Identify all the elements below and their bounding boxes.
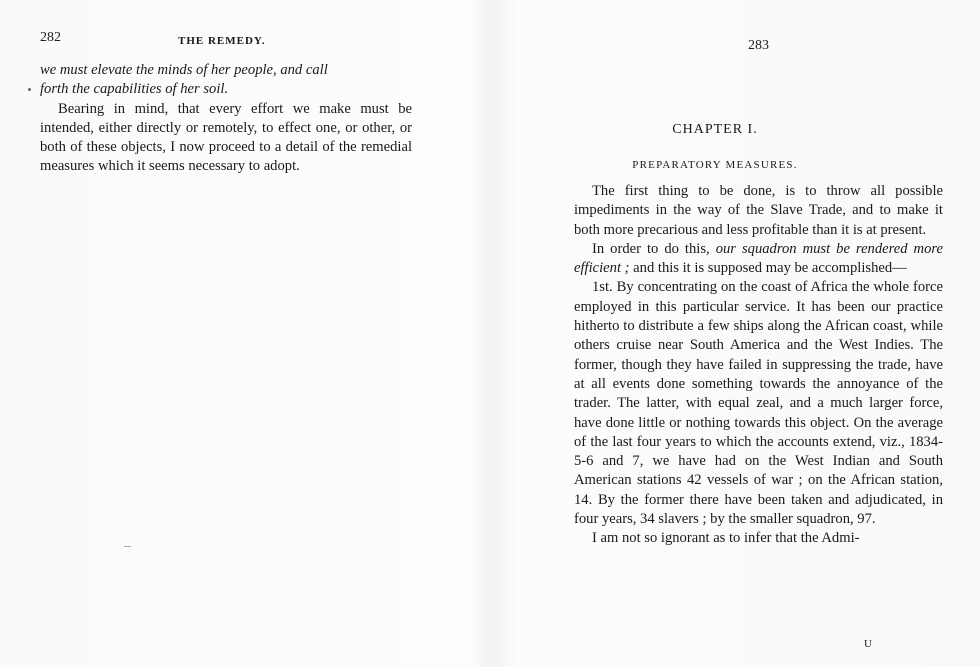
right-page [490,0,980,667]
paragraph-2-start: In order to do this, [592,240,710,257]
paragraph-3: 1st. By concentrating on the coast of Africa the whole force employed in this particular service. It has been our practice hitherto to distribute a few ships along the African coast, while others cruise near South America and the West Indies. The former, though they have failed in suppressing the trade, have at all events done something towards the annoyance of the trader. The latter, with equal zeal, and a much larger force, have done little or nothing towards this object. On the average of the last four years to which the accounts extend, viz., 1834-5-6 and 7, we have had on the West Indian and South American stations 42 vessels of war ; on the African station, 14. By the former there have been taken and adjudicated, in four years, 34 slavers ; by the smaller squadron, 97. [574,279,943,528]
italic-line-2: forth the capabilities of her soil. [40,81,229,98]
section-title: PREPARATORY MEASURES. [632,159,798,171]
paragraph-2-italic: our squadron must be rendered more efficient ; [574,240,943,277]
left-page-number: 282 [40,30,61,45]
print-speck [124,546,131,547]
paragraph-4: I am not so ignorant as to infer that the Admi- [592,530,860,547]
signature-mark: U [864,638,872,650]
left-text-block [40,61,412,177]
paragraph-1: The first thing to be done, is to throw all possible impediments in the way of the Slave Trade, and to make it both more precarious and less profitable than it is at present. [574,183,943,238]
italic-line-1: we must elevate the minds of her people, and call [40,62,328,78]
chapter-title: CHAPTER I. [672,122,758,137]
right-page-number: 283 [748,38,769,53]
right-text-block [574,182,943,549]
print-speck [28,88,31,91]
paragraph-2 [574,240,943,279]
paragraph-2-end: and this it is supposed may be accomplished— [633,260,907,277]
left-paragraph: Bearing in mind, that every effort we make must be intended, either directly or remotely, to effect one, or other, or both of these objects, I now proceed to a detail of the remedial measures which it seems necessary to adopt. [40,100,412,175]
running-head: THE REMEDY. [178,35,266,47]
